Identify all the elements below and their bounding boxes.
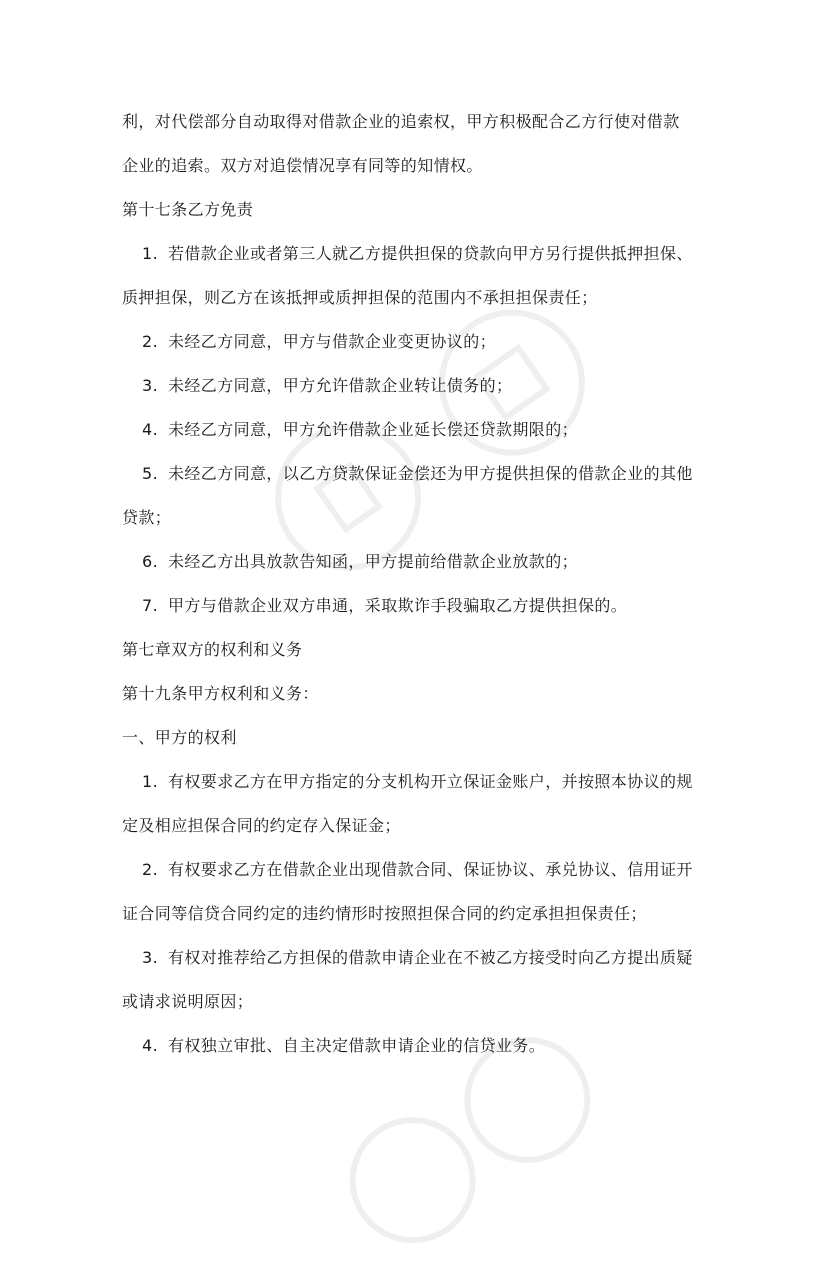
item-number: 2.: [142, 860, 159, 879]
item-text: 未经乙方同意，甲方允许借款企业转让债务的；: [168, 376, 513, 395]
item-number: 5.: [142, 464, 159, 483]
item-text: 若借款企业或者第三人就乙方提供担保的贷款向甲方另行提供抵押担保、: [168, 244, 693, 263]
item-number: 1.: [142, 772, 159, 791]
list-item: [122, 936, 722, 1024]
item-number: 6.: [142, 552, 159, 571]
text-line: 或请求说明原因；: [122, 992, 254, 1011]
list-item: [122, 540, 722, 584]
text-line: 定及相应担保合同的约定存入保证金；: [122, 816, 401, 835]
item-text: 有权要求乙方在借款企业出现借款合同、保证协议、承兑协议、信用证开: [168, 860, 693, 879]
item-number: 4.: [142, 420, 159, 439]
item-text: 有权要求乙方在甲方指定的分支机构开立保证金账户，并按照本协议的规: [168, 772, 693, 791]
paragraph-text: [122, 100, 722, 188]
item-text: 未经乙方出具放款告知函，甲方提前给借款企业放款的；: [168, 552, 579, 571]
item-number: 7.: [142, 596, 159, 615]
item-number: 1.: [142, 244, 159, 263]
text-line: 质押担保，则乙方在该抵押或质押担保的范围内不承担担保责任；: [122, 288, 598, 307]
section-heading: 第十七条乙方免责: [122, 200, 254, 219]
item-number: 4.: [142, 1036, 159, 1055]
item-text: 有权对推荐给乙方担保的借款申请企业在不被乙方接受时向乙方提出质疑: [168, 948, 693, 967]
text-line: 贷款；: [122, 508, 172, 527]
item-text: 未经乙方同意，甲方允许借款企业延长偿还贷款期限的；: [168, 420, 579, 439]
list-item: [122, 452, 722, 540]
item-number: 3.: [142, 948, 159, 967]
list-item: [122, 760, 722, 848]
item-number: 2.: [142, 332, 159, 351]
chapter-heading: 第七章双方的权利和义务: [122, 640, 303, 659]
subsection-heading: 一、甲方的权利: [122, 728, 237, 747]
list-item: [122, 408, 722, 452]
section-heading: 第十九条甲方权利和义务：: [122, 684, 319, 703]
list-item: [122, 848, 722, 936]
list-item: [122, 232, 722, 320]
item-text: 有权独立审批、自主决定借款申请企业的信贷业务。: [168, 1036, 546, 1055]
text-line: 证合同等信贷合同约定的违约情形时按照担保合同的约定承担担保责任；: [122, 904, 647, 923]
item-number: 3.: [142, 376, 159, 395]
text-line: 利，对代偿部分自动取得对借款企业的追索权，甲方积极配合乙方行使对借款: [122, 112, 680, 131]
item-text: 甲方与借款企业双方串通，采取欺诈手段骗取乙方提供担保的。: [168, 596, 628, 615]
document-body: [122, 100, 722, 1068]
item-text: 未经乙方同意，以乙方贷款保证金偿还为甲方提供担保的借款企业的其他: [168, 464, 693, 483]
text-line: 企业的追索。双方对追偿情况享有同等的知情权。: [122, 156, 483, 175]
list-item: [122, 364, 722, 408]
list-item: [122, 584, 722, 628]
list-item: [122, 320, 722, 364]
item-text: 未经乙方同意，甲方与借款企业变更协议的；: [168, 332, 497, 351]
list-item: [122, 1024, 722, 1068]
